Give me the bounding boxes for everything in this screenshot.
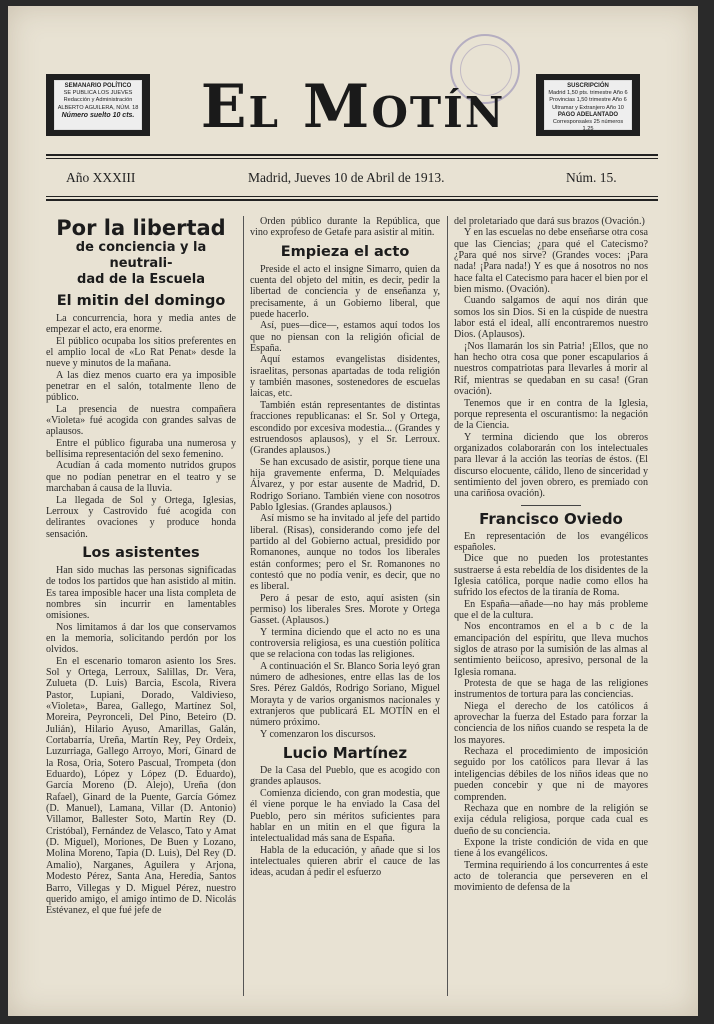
paragraph: del proletariado que dará sus brazos (Ovación.) [454, 216, 645, 227]
paragraph: ¡Nos llamarán los sin Patria! ¡Ellos, que no han hecho otra cosa que poner escapularios á nuestros compatriotas para llevarles á morir al Rif, mientras se quedaban en su casa! (Gran ovación). [454, 340, 648, 398]
year-label: Año XXXIII [66, 170, 136, 185]
paragraph: El público ocupaba los sitios preferentes en el amplio local de «Lo Rat Penat» desde la nueve y minutos de la mañana. [46, 335, 236, 370]
paragraph: Orden público durante la República, que vino exprofeso de Getafe para asistir al mitin. [250, 216, 440, 239]
column-divider-2 [447, 216, 448, 996]
paragraph: Rechaza que en nombre de la religión se exija cédula religiosa, porque cada cual es dueño de su conciencia. [454, 802, 648, 837]
paragraph: Nos limitamos á dar los que conservamos en la memoria, solicitando perdón por los olvidos. [46, 621, 236, 656]
paragraph: Cuando salgamos de aquí nos dirán que somos los sin Dios. Si en la cúspide de nuestra labor está el ideal, allí encontraremos nuestro Dios. (Aplausos). [454, 295, 648, 341]
paragraph: Se han excusado de asistir, porque tiene una hija gravemente enferma, D. Melquíades Álvarez, y por estar ausente de Madrid, D. Rodrigo Soriano. También viene con nosotros Pablo Iglesias. (Grandes aplausos.) [250, 456, 440, 513]
paragraph: Acudían á cada momento nutridos grupos que no podían penetrar en el teatro y se marchaban á causa de la lluvia. [46, 460, 236, 495]
paragraph: En representación de los evangélicos españoles. [454, 530, 648, 553]
paragraph: En España—añade—no hay más probleme que el de la cultura. [454, 598, 648, 621]
paragraph: Aquí estamos evangelistas disidentes, israelitas, personas apartadas de toda religión y también masones, sostenedores de escuelas laicas, etc. [250, 354, 440, 400]
paragraph: Habla de la educación, y añade que si los intelectuales quieren abrir el cauce de las ideas, acudan á pedir el esfuerzo [250, 844, 440, 879]
left-box-line1: SEMANARIO POLÍTICO [64, 83, 132, 89]
paragraph: Y termina diciendo que los obreros organizados colaborarán con los intelectuales para llevar á la acción las teorías de éstos. (El discurso elocuente, cálido, lleno de sinceridad y sentimiento del joven obrero, es premiado con una cariñosa ovación). [454, 431, 648, 500]
paragraph: Han sido muchas las personas significadas de todos los partidos que han asistido al mitin. Es tarea imposible hacer una lista completa de nombres sin incurrir en lamentables omisiones. [46, 564, 236, 622]
paragraph: Comienza diciendo, con gran modestia, que él viene porque le ha enviado la Casa del Pueblo, pero sin méritos suficientes para hablar en un mitin en el que figura la intelectualidad más sana de España. [250, 787, 440, 845]
paragraph: Tenemos que ir en contra de la Iglesia, porque representa el oscurantismo: la negación de la Ciencia. [454, 397, 648, 432]
column-2 [250, 216, 440, 1006]
paragraph: De la Casa del Pueblo, que es acogido con grandes aplausos. [250, 765, 440, 788]
paragraph: Así mismo se ha invitado al jefe del partido liberal. (Risas), considerando como jefe del partido al del Gobierno actual, presidido por Romanones, aunque no todos los liberales están conformes; pero el Sr. Romanones no contestó que no podía venir, es decir, que no es liberal. [250, 513, 440, 593]
paragraph: La presencia de nuestra compañera «Violeta» fué acogida con grandes salvas de aplausos. [46, 403, 236, 438]
paragraph: Dice que no pueden los protestantes sustraerse á esta rebeldía de los disidentes de la Iglesia católica, porque nadie como ellos ha sufrido los efectos de la tiranía de Roma. [454, 553, 648, 599]
paragraph: Preside el acto el insigne Simarro, quien da cuenta del objeto del mitin, es decir, pedir la libertad de conciencia y de enseñanza y, precisamente, á un Gobierno liberal, que puede hacerlo. [250, 263, 440, 321]
paragraph: Protesta de que se haga de las religiones instrumentos de tortura para las conciencias. [454, 678, 648, 701]
date-label: Madrid, Jueves 10 de Abril de 1913. [248, 170, 445, 185]
right-box-line5: Corresponsales 25 números 1,25 [552, 119, 624, 133]
section-title-oviedo: Francisco Oviedo [479, 509, 623, 528]
right-box-line1: Madrid 1,50 pts. trimestre Año 6 [548, 90, 628, 97]
section-separator [521, 505, 581, 506]
paragraph: Expone la triste condición de vida en que tiene á los evangélicos. [454, 836, 648, 860]
newspaper-page [8, 6, 698, 1016]
left-box-line3: Redacción y Administración [63, 97, 133, 104]
paragraph: Termina requiriendo á los concurrentes á este acto de tolerancia que perseveren en el movimiento de defensa de la [454, 859, 648, 894]
paragraph: Rechaza el procedimiento de imposición seguido por los católicos para llevar á las inteligencias débiles de los niños ideas que no pueden concebir y que ni de mayores comprenden. [454, 746, 648, 803]
paragraph: Pero á pesar de esto, aquí asisten (sin permiso) los liberales Sres. Morote y Ortega Gasset. (Aplausos.) [250, 592, 440, 627]
right-box-title: SUSCRIPCIÓN [567, 83, 609, 89]
paragraph: Y en las escuelas no debe enseñarse otra cosa que las Ciencias; ¿para qué el Catecismo? ¿Para qué nos sirve? (Grandes voces: ¡Para nada! ¡Para nada!) Y es que á nosotros no nos hace falta el Catecismo para hacer el bien por el bien mismo. (Ovación). [454, 227, 648, 296]
right-box-line2: Provincias 1,50 trimestre Año 6 [549, 97, 627, 104]
section-title-asistentes: Los asistentes [82, 544, 200, 561]
headline: Por la libertad [56, 216, 226, 240]
headline-sub-2: dad de la Escuela [77, 272, 205, 287]
paragraph: Así, pues—dice—, estamos aquí todos los que no piensan con la religión oficial de España. [250, 320, 440, 355]
paragraph: A continuación el Sr. Blanco Soria leyó gran número de adhesiones, entre ellas las de los Sres. Pérez Galdós, Rodrigo Soriano, Miguel Morayta y de varios organismos nacionales y extranjeros que publicará EL MOTÍN en el número próximo. [250, 660, 440, 729]
issue-number: Núm. 15. [566, 170, 617, 185]
paragraph: Nos encontramos en el a b c de la emancipación del espíritu, que lleva muchos siglos de atraso por la sumisión de las almas al sentimiento beiicoso, apresivo, personal de la Iglesia romana. [454, 621, 648, 678]
section-title-mitin: El mitin del domingo [56, 293, 226, 309]
column-3 [454, 216, 648, 1006]
top-rule [46, 154, 658, 156]
section-title-empieza: Empieza el acto [280, 243, 410, 260]
paragraph: La llegada de Sol y Ortega, Iglesias, Lerroux y Castrovido fué acogida con delirantes ovaciones y produce honda sensación. [46, 494, 236, 540]
left-box-line2: SE PUBLICA LOS JUEVES [63, 90, 133, 97]
paragraph: La concurrencia, hora y media antes de empezar el acto, era enorme. [46, 313, 236, 336]
dateline-rule-thick [46, 199, 658, 201]
top-rule-thin [46, 158, 658, 159]
masthead-left-box [46, 74, 150, 136]
column-1 [46, 216, 236, 1006]
newspaper-title: El Motín [200, 72, 506, 142]
paragraph: Y comenzaron los discursos. [260, 728, 376, 740]
section-title-lucio: Lucio Martínez [282, 744, 408, 763]
headline-sub-1: de conciencia y la neutrali- [75, 240, 207, 271]
paragraph: Y termina diciendo que el acto no es una controversia religiosa, es una cuestión política que se relaciona con todas las religiones. [250, 626, 440, 661]
paragraph: Niega el derecho de los católicos á aprovechar la fuerza del Estado para forzar la conciencia de los niños cuando se respeta la de los mayores. [454, 700, 648, 746]
paragraph: Entre el público figuraba una numerosa y bellísima representación del sexo femenino. [46, 437, 236, 461]
right-box-line4: PAGO ADELANTADO [557, 111, 619, 118]
masthead-right-box [536, 74, 640, 136]
column-divider-1 [243, 216, 244, 996]
left-box-line4: ALBERTO AGUILERA, NÚM. 18 [57, 104, 139, 111]
paragraph: En el escenario tomaron asiento los Sres. Sol y Ortega, Lerroux, Salillas, Dr. Vera, Zulueta (D. Luis) Barcia, Escola, Rivera Pastor, Lupiani, Dorado, Valdivieso, «Violeta», Barea, Gallego, Martínez Sol, Moreira, Peyronceli, Del Pino, Beteiro (D. Julián), Hilario Ayuso, Amarillas, Galán, Cortabarría, Ureña, Martín Rey, Pey Ordeix, Luzurriaga, Gallego Arroyo, Morí, Ginard de la Rosa, Oria, Sotero Pascual, Trompeta (don Eduardo), López y López (D. Eduardo), García Moreno (D. Alejo), Ureña (don Rafael), Ginard de la Puente, García Gómez (D. Manuel), Lamana, Villar (D. Antonio) Villamor, Ballester Soto, Martín Rey (D. Cristóbal), Fernández de Velasco, Tato y Amat (D. Miguel), Moriones, De Buen y Lozano, Molina Moreno, Tapia (D. Luis), Del Rey (D. Amalio), Narganes, Aguilera y Arjona, Modesto Pérez, Santa Ana, Heredia, Santos Barro, Villegas y D. Miguel Pérez, nuestro querido amigo, el amigo íntimo de D. Nicolás Estévanez, el que fué jefe de [46, 655, 236, 917]
paragraph: A las diez menos cuarto era ya imposible penetrar en el salón, totalmente lleno de público. [46, 369, 236, 404]
left-box-price: Número suelto 10 cts. [61, 111, 135, 119]
dateline-rule [46, 196, 658, 197]
paragraph: También están representantes de distintas fracciones republicanas: el Sr. Sol y Ortega, escondido por excesiva modestia... (Grandes y estruendosos aplausos), y el Sr. Lerroux. (Grandes aplausos.) [250, 399, 440, 457]
right-box-line3: Ultramar y Extranjero Año 10 [552, 104, 624, 111]
